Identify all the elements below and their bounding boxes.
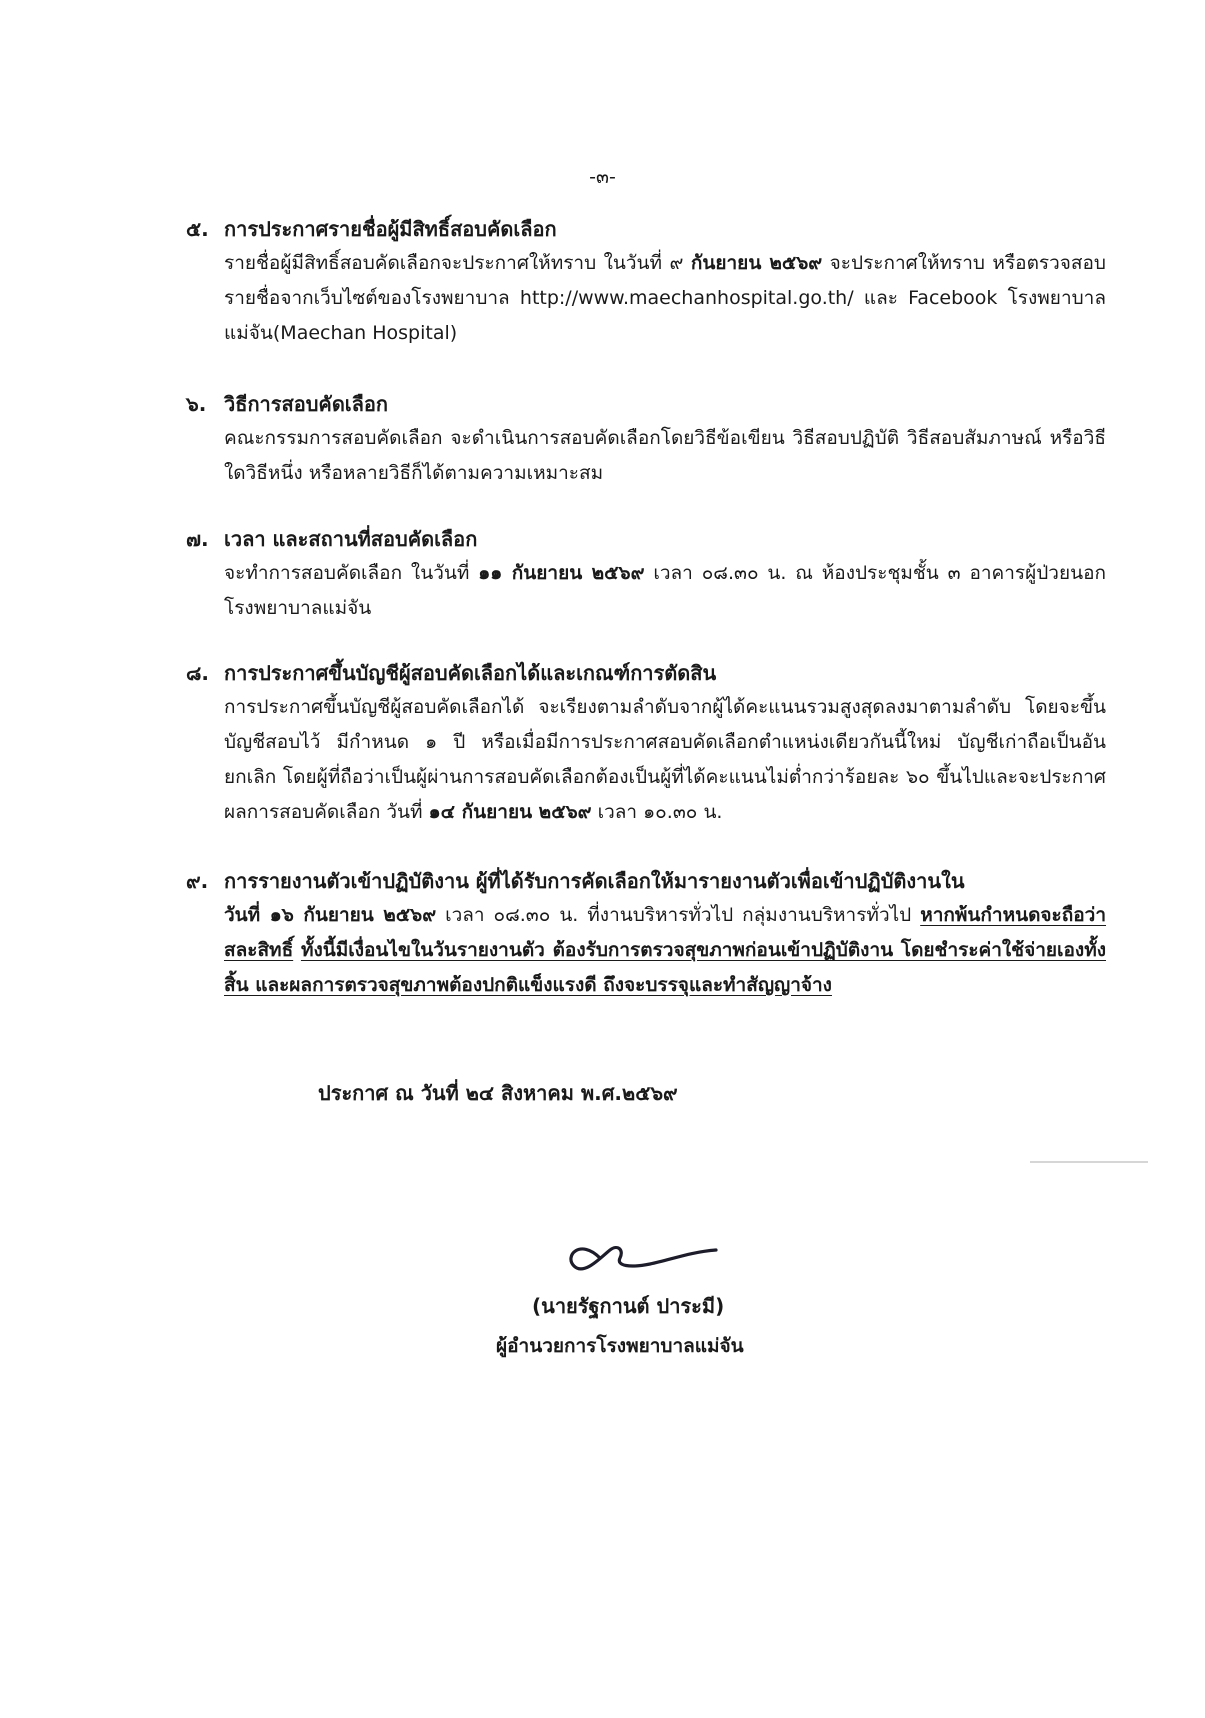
section-title: การประกาศขึ้นบัญชีผู้สอบคัดเลือกได้และเกณฑ์การตัดสิน	[224, 661, 717, 685]
section-number: ๘.	[186, 661, 210, 685]
section-number: ๖.	[186, 392, 207, 416]
body-text: คณะกรรมการสอบคัดเลือก จะดำเนินการสอบคัดเลือกโดยวิธีข้อเขียน วิธีสอบปฏิบัติ วิธีสอบสัมภาษณ์ หรือวิธีใดวิธีหนึ่ง หรือหลายวิธีก็ได้ตามความเหมาะสม	[224, 427, 1106, 484]
section-9	[186, 864, 1106, 1003]
body-date-bold: ๑๑ กันยายน ๒๕๖๙	[478, 562, 645, 584]
scan-mark	[1030, 1161, 1148, 1163]
body-text-cont: เวลา ๐๘.๓๐ น. ณ ห้องประชุมชั้น ๓ อาคารผู้ป่วยนอก โรงพยาบาลแม่จัน	[224, 562, 1107, 619]
section-title: การรายงานตัวเข้าปฏิบัติงาน ผู้ที่ได้รับการคัดเลือกให้มารายงานตัวเพื่อเข้าปฏิบัติงานใน	[224, 869, 965, 893]
signer-name: (นายรัฐกานต์ ปาระมี)	[532, 1294, 725, 1318]
body-text: วันที่	[224, 904, 270, 926]
section-heading	[186, 522, 1106, 556]
section-body	[224, 898, 1106, 1003]
section-title: การประกาศรายชื่อผู้มีสิทธิ์สอบคัดเลือก	[224, 217, 557, 241]
body-underlined-conditions: ทั้งนี้มีเงื่อนไขในวันรายงานตัว ต้องรับการตรวจสุขภาพก่อนเข้าปฏิบัติงาน โดยชำระค่าใช้จ่ายเองทั้งสิ้น และผลการตรวจสุขภาพต้องปกติแข็งแรงดี ถึงจะบรรจุและทำสัญญาจ้าง	[224, 939, 1106, 996]
body-date-bold: ๑๖ กันยายน ๒๕๖๙	[269, 904, 437, 926]
section-body	[224, 690, 1106, 830]
section-5	[186, 212, 1106, 351]
section-8	[186, 656, 1106, 830]
section-6	[186, 387, 1106, 491]
body-underlined-forfeit: หากพ้นกำหนดจะถือว่าสละสิทธิ์	[224, 904, 1107, 961]
section-body	[224, 556, 1106, 626]
section-heading	[186, 656, 1106, 690]
signature-image	[560, 1228, 720, 1282]
body-date-bold: กันยายน ๒๕๖๙	[690, 252, 823, 274]
section-number: ๗.	[186, 527, 209, 551]
body-text: จะทำการสอบคัดเลือก ในวันที่	[224, 562, 479, 584]
section-body	[224, 421, 1106, 491]
section-body	[224, 246, 1106, 351]
body-location: เวลา ๐๘.๓๐ น. ที่งานบริหารทั่วไป กลุ่มงานบริหารทั่วไป	[436, 904, 921, 926]
body-text: รายชื่อผู้มีสิทธิ์สอบคัดเลือกจะประกาศให้ทราบ ในวันที่ ๙	[224, 252, 691, 274]
signer-title: ผู้อำนวยการโรงพยาบาลแม่จัน	[496, 1335, 744, 1357]
section-7	[186, 522, 1106, 626]
body-text: การประกาศขึ้นบัญชีผู้สอบคัดเลือกได้ จะเรียงตามลำดับจากผู้ได้คะแนนรวมสูงสุดลงมาตามลำดับ โดยจะขึ้นบัญชีสอบไว้ มีกำหนด ๑ ปี หรือเมื่อมีการประกาศสอบคัดเลือกตำแหน่งเดียวกันนี้ใหม่ บัญชีเก่าถือเป็นอันยกเลิก โดยผู้ที่ถือว่าเป็นผู้ผ่านการสอบคัดเลือกต้องเป็นผู้ที่ได้คะแนนไม่ต่ำกว่าร้อยละ ๖๐ ขึ้นไปและจะประกาศผลการสอบคัดเลือก วันที่	[224, 696, 1106, 823]
body-text-cont: จะประกาศให้ทราบ หรือตรวจสอบรายชื่อจากเว็บไซต์ของโรงพยาบาล http://www.maechanhospital.go.th/ และ Facebook โรงพยาบาลแม่จัน(Maechan Hospital)	[224, 252, 1106, 344]
section-number: ๕.	[186, 217, 209, 241]
section-heading	[186, 864, 1106, 898]
section-title: วิธีการสอบคัดเลือก	[224, 392, 389, 416]
body-space	[293, 939, 301, 961]
body-text-cont: เวลา ๑๐.๓๐ น.	[591, 801, 723, 823]
announcement-date: ประกาศ ณ วันที่ ๒๔ สิงหาคม พ.ศ.๒๕๖๙	[318, 1081, 678, 1105]
section-heading	[186, 387, 1106, 421]
page-number: -๓-	[589, 166, 616, 188]
section-heading	[186, 212, 1106, 246]
section-number: ๙.	[186, 869, 209, 893]
body-date-bold: ๑๔ กันยายน ๒๕๖๙	[428, 801, 592, 823]
section-title: เวลา และสถานที่สอบคัดเลือก	[224, 527, 478, 551]
